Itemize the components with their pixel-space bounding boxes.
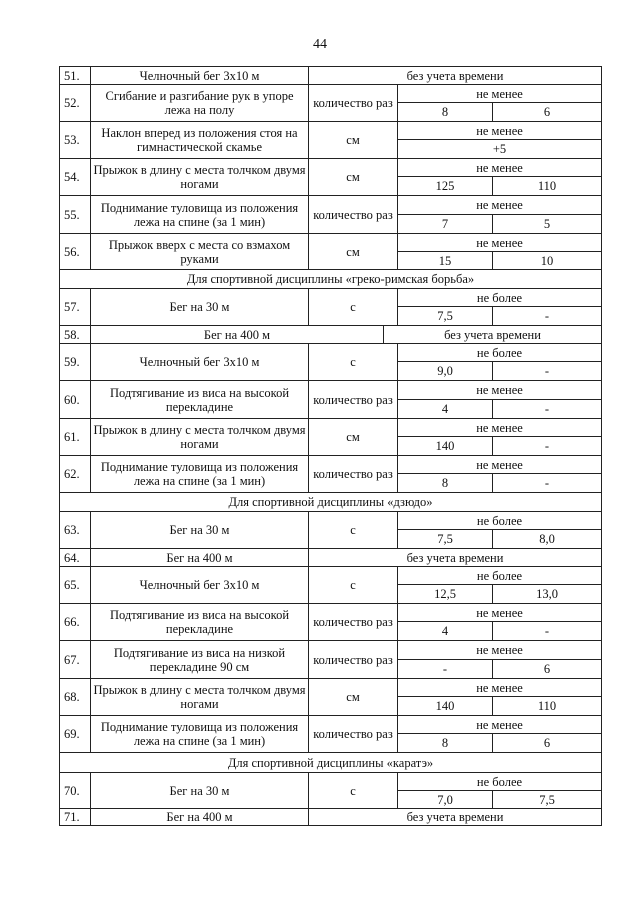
unit-cell: с <box>309 289 398 326</box>
table-row <box>60 456 602 474</box>
value-cell-2: 8,0 <box>493 530 602 549</box>
table-row <box>60 549 602 567</box>
condition-cell: не менее <box>398 85 602 103</box>
condition-cell: не менее <box>398 604 602 622</box>
value-cell-2: - <box>493 307 602 326</box>
exercise-name: Подтягивание из виса на высокой перекладине <box>91 604 309 641</box>
unit-cell: см <box>309 679 398 716</box>
value-cell-1: 9,0 <box>398 362 493 381</box>
unit-cell: количество раз <box>309 381 398 419</box>
value-cell-2: 110 <box>493 177 602 196</box>
value-cell-1: 7,5 <box>398 307 493 326</box>
unit-cell: количество раз <box>309 604 398 641</box>
table-row <box>60 326 602 344</box>
value-cell-1: 15 <box>398 252 493 270</box>
value-cell-2: - <box>493 437 602 456</box>
value-cell-2: 7,5 <box>493 791 602 809</box>
value-cell-2: 10 <box>493 252 602 270</box>
value-cell-1: - <box>398 660 493 679</box>
value-cell-1: 4 <box>398 400 493 419</box>
unit-cell: см <box>309 122 398 159</box>
table-row <box>60 773 602 791</box>
exercise-name: Бег на 400 м <box>91 809 309 826</box>
row-number: 54. <box>60 159 91 196</box>
condition-cell: не менее <box>398 419 602 437</box>
unit-cell: с <box>309 512 398 549</box>
exercise-name: Прыжок в длину с места толчком двумя ногами <box>91 419 309 456</box>
row-number: 65. <box>60 567 91 604</box>
unit-cell: с <box>309 344 398 381</box>
exercise-name: Наклон вперед из положения стоя на гимнастической скамье <box>91 122 309 159</box>
row-number: 67. <box>60 641 91 679</box>
table-row <box>60 196 602 215</box>
condition-cell: не более <box>398 344 602 362</box>
unit-cell: см <box>309 234 398 270</box>
section-title: Для спортивной дисциплины «дзюдо» <box>60 493 602 512</box>
value-cell-1: 8 <box>398 474 493 493</box>
exercise-name: Челночный бег 3х10 м <box>91 567 309 604</box>
value-cell-2: - <box>493 400 602 419</box>
table-row <box>60 567 602 585</box>
section-header-row <box>60 493 602 512</box>
table-row <box>60 419 602 437</box>
unit-cell: с <box>309 773 398 809</box>
table-row <box>60 85 602 103</box>
exercise-name: Подтягивание из виса на высокой перекладине <box>91 381 309 419</box>
unit-cell: см <box>309 419 398 456</box>
condition-cell: не менее <box>398 234 602 252</box>
value-cell-2: - <box>493 362 602 381</box>
table-row <box>60 716 602 734</box>
table-row <box>60 641 602 660</box>
condition-cell: не более <box>398 512 602 530</box>
row-number: 69. <box>60 716 91 753</box>
table-row <box>60 344 602 362</box>
value-cell-2: 6 <box>493 103 602 122</box>
unit-cell: см <box>309 159 398 196</box>
row-number: 58. <box>60 326 91 344</box>
exercise-name: Сгибание и разгибание рук в упоре лежа на полу <box>91 85 309 122</box>
table-row <box>60 679 602 697</box>
exercise-name: Челночный бег 3х10 м <box>91 344 309 381</box>
value-cell-1: 12,5 <box>398 585 493 604</box>
norm-text: без учета времени <box>309 549 602 567</box>
unit-cell: количество раз <box>309 85 398 122</box>
condition-cell: не более <box>398 289 602 307</box>
row-number: 71. <box>60 809 91 826</box>
condition-cell: не более <box>398 567 602 585</box>
condition-cell: не менее <box>398 122 602 140</box>
exercise-name: Бег на 30 м <box>91 289 309 326</box>
table-row <box>60 381 602 400</box>
exercise-name: Прыжок вверх с места со взмахом руками <box>91 234 309 270</box>
section-header-row <box>60 753 602 773</box>
row-number: 55. <box>60 196 91 234</box>
table-row <box>60 67 602 85</box>
table-row <box>60 512 602 530</box>
row-number: 57. <box>60 289 91 326</box>
value-cell-2: 5 <box>493 215 602 234</box>
condition-cell: не менее <box>398 641 602 660</box>
row-number: 61. <box>60 419 91 456</box>
value-cell-1: 7 <box>398 215 493 234</box>
exercise-name: Бег на 30 м <box>91 773 309 809</box>
condition-cell: не менее <box>398 456 602 474</box>
unit-cell: количество раз <box>309 456 398 493</box>
value-cell-1: 4 <box>398 622 493 641</box>
exercise-name: Поднимание туловища из положения лежа на спине (за 1 мин) <box>91 196 309 234</box>
row-number: 59. <box>60 344 91 381</box>
row-number: 56. <box>60 234 91 270</box>
value-cell-1: 7,0 <box>398 791 493 809</box>
row-number: 52. <box>60 85 91 122</box>
exercise-name: Бег на 400 м <box>91 549 309 567</box>
exercise-name: Поднимание туловища из положения лежа на спине (за 1 мин) <box>91 456 309 493</box>
row-number: 51. <box>60 67 91 85</box>
unit-cell: количество раз <box>309 716 398 753</box>
section-header-row <box>60 270 602 289</box>
condition-cell: не менее <box>398 381 602 400</box>
value-cell-1: 140 <box>398 437 493 456</box>
row-number: 64. <box>60 549 91 567</box>
exercise-name: Бег на 400 м <box>91 326 384 344</box>
condition-cell: не менее <box>398 716 602 734</box>
row-number: 53. <box>60 122 91 159</box>
value-cell-2: 6 <box>493 660 602 679</box>
exercise-name: Челночный бег 3х10 м <box>91 67 309 85</box>
row-number: 63. <box>60 512 91 549</box>
row-number: 68. <box>60 679 91 716</box>
value-cell-2: - <box>493 622 602 641</box>
row-number: 60. <box>60 381 91 419</box>
exercise-name: Бег на 30 м <box>91 512 309 549</box>
norm-text: без учета времени <box>309 67 602 85</box>
value-cell-1: 7,5 <box>398 530 493 549</box>
exercise-name: Прыжок в длину с места толчком двумя ногами <box>91 679 309 716</box>
exercise-name: Поднимание туловища из положения лежа на спине (за 1 мин) <box>91 716 309 753</box>
value-cell-1: 140 <box>398 697 493 716</box>
value-cell-2: 6 <box>493 734 602 753</box>
exercise-name: Подтягивание из виса на низкой перекладине 90 см <box>91 641 309 679</box>
section-title: Для спортивной дисциплины «греко-римская борьба» <box>60 270 602 289</box>
value-cell: +5 <box>398 140 602 159</box>
unit-cell: количество раз <box>309 641 398 679</box>
value-cell-1: 125 <box>398 177 493 196</box>
condition-cell: не менее <box>398 159 602 177</box>
row-number: 62. <box>60 456 91 493</box>
unit-cell: с <box>309 567 398 604</box>
value-cell-1: 8 <box>398 734 493 753</box>
table-row <box>60 122 602 140</box>
table-row <box>60 234 602 252</box>
unit-cell: количество раз <box>309 196 398 234</box>
norms-table <box>59 66 602 826</box>
condition-cell: не более <box>398 773 602 791</box>
table-row <box>60 289 602 307</box>
row-number: 70. <box>60 773 91 809</box>
norm-text: без учета времени <box>309 809 602 826</box>
table-row <box>60 604 602 622</box>
table-row <box>60 809 602 826</box>
norm-text: без учета времени <box>384 326 602 344</box>
value-cell-2: 110 <box>493 697 602 716</box>
row-number: 66. <box>60 604 91 641</box>
section-title: Для спортивной дисциплины «каратэ» <box>60 753 602 773</box>
value-cell-2: 13,0 <box>493 585 602 604</box>
table-row <box>60 159 602 177</box>
condition-cell: не менее <box>398 679 602 697</box>
condition-cell: не менее <box>398 196 602 215</box>
value-cell-1: 8 <box>398 103 493 122</box>
exercise-name: Прыжок в длину с места толчком двумя ногами <box>91 159 309 196</box>
page-number: 44 <box>313 37 327 52</box>
value-cell-2: - <box>493 474 602 493</box>
